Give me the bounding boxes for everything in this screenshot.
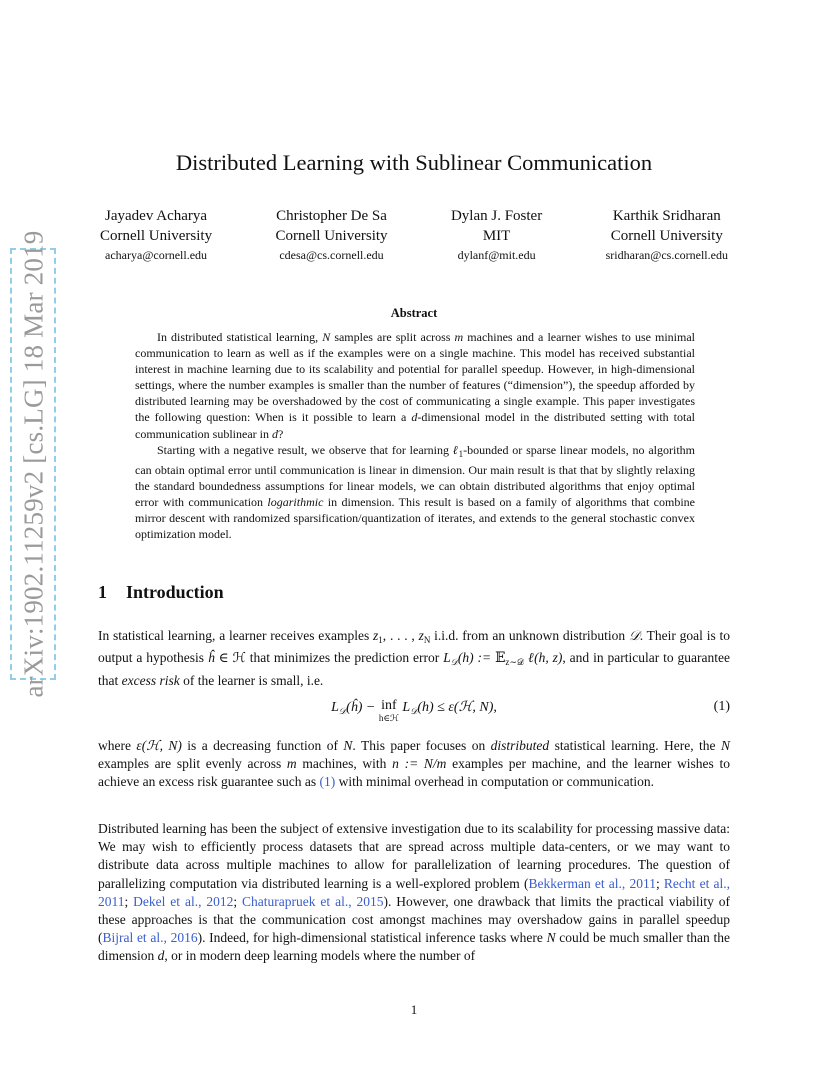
author-email[interactable]: cdesa@cs.cornell.edu: [279, 248, 384, 262]
body-paragraph: where ε(ℋ, N) is a decreasing function of N. This paper focuses on distributed statistical learning. Here, the N examples are split evenly across m machines, with n := N/m examples per machine, and the learner wishes to achieve an excess risk guarantee such as (1) with minimal overhead in computation or communication.: [98, 738, 730, 790]
abstract-paragraph-2: Starting with a negative result, we observe that for learning ℓ$_1$-bounded or sparse linear models, no algorithm can obtain optimal error until communication is linear in dimension. Our main result is that that by slightly relaxing the standard boundedness assumptions for linear models, we can obtain distributed algorithms that enjoy optimal error with communication logarithmic in dimension. This result is based on a family of algorithms that combine mirror descent with randomized sparsification/quantization of iterates, and extends to the general stochastic convex optimization model.: [135, 442, 696, 542]
abstract-paragraph-1: In distributed statistical learning, N samples are split across m machines and a learner wishes to use minimal communication to learn as well as if the examples were on a single machine. This model has received substantial interest in machine learning due to its scalability and potential for parallel speedup. However, in high-dimensional settings, where the number examples is smaller than the number of features (“dimension”), the speedup afforded by distributed learning may be overshadowed by the cost of communicating a single example. This paper investigates the following question: When is it possible to learn a d-dimensional model in the distributed setting with total communication sublinear in d?: [135, 330, 696, 441]
section-heading: 1 Introduction: [98, 582, 224, 602]
author: [451, 207, 542, 265]
equation-1: [98, 697, 730, 723]
body-paragraph: Distributed learning has been the subject of extensive investigation due to its scalability for processing massive data: We may wish to efficiently process datasets that are spread across multiple data-centers, or we may want to distribute data across multiple machines to allow for parallelization of learning procedures. The question of parallelizing computation via distributed learning is a well-explored problem (Bekkerman et al., 2011; Recht et al., 2011; Dekel et al., 2012; Chaturapruek et al., 2015). However, one drawback that limits the practical viability of these approaches is that the communication cost amongst machines may overshadow gains in parallel speedup (Bijral et al., 2016). Indeed, for high-dimensional statistical inference tasks where N could be much smaller than the dimension d, or in modern deep learning models where the number of: [98, 821, 730, 964]
author-affiliation: Cornell University: [610, 227, 723, 244]
citation-link[interactable]: Bijral et al., 2016: [102, 930, 198, 946]
citation-link[interactable]: Bekkerman et al., 2011: [528, 875, 656, 891]
author-list: [100, 207, 728, 265]
abstract-heading: Abstract: [390, 306, 438, 320]
citation-link[interactable]: Dekel et al., 2012: [133, 893, 234, 909]
equation-expression: $L_𝒟(ĥ)$ − inf h∈ℋ $L_𝒟(h)$ ≤ ε(ℋ, N),: [331, 698, 497, 723]
page-number: 1: [410, 1002, 418, 1017]
author-email[interactable]: dylanf@mit.edu: [457, 248, 536, 262]
paper-title: Distributed Learning with Sublinear Communication: [175, 150, 653, 175]
author-name: Dylan J. Foster: [450, 208, 543, 224]
arxiv-stamp: arXiv:1902.11259v2 [cs.LG] 18 Mar 2019: [18, 230, 49, 698]
abstract: [135, 329, 695, 542]
author-email[interactable]: sridharan@cs.cornell.edu: [605, 248, 728, 262]
citation-link[interactable]: Chaturapruek et al., 2015: [242, 893, 384, 909]
author-affiliation: Cornell University: [100, 227, 213, 244]
body-paragraph: In statistical learning, a learner receives examples $z_1$, . . . , $z_N$ i.i.d. from an unknown distribution 𝒟. Their goal is to output a hypothesis ĥ ∈ ℋ that minimizes the prediction error $L_𝒟(h)$ := 𝔼$_{z\sim 𝒟}$ ℓ(h, z), and in particular to guarantee that excess risk of the learner is small, i.e.: [98, 628, 730, 689]
author: [275, 207, 387, 265]
author: [606, 207, 728, 265]
author-email[interactable]: acharya@cornell.edu: [105, 248, 208, 262]
author-name: Karthik Sridharan: [612, 208, 721, 224]
author-name: Christopher De Sa: [276, 208, 387, 224]
author: [100, 207, 212, 265]
equation-number: (1): [713, 699, 730, 714]
equation-ref-link[interactable]: (1): [319, 774, 336, 790]
author-affiliation: Cornell University: [275, 227, 388, 244]
author-name: Jayadev Acharya: [105, 208, 208, 224]
citation-link[interactable]: Recht et al., 2011: [98, 875, 730, 909]
author-affiliation: MIT: [482, 227, 511, 244]
